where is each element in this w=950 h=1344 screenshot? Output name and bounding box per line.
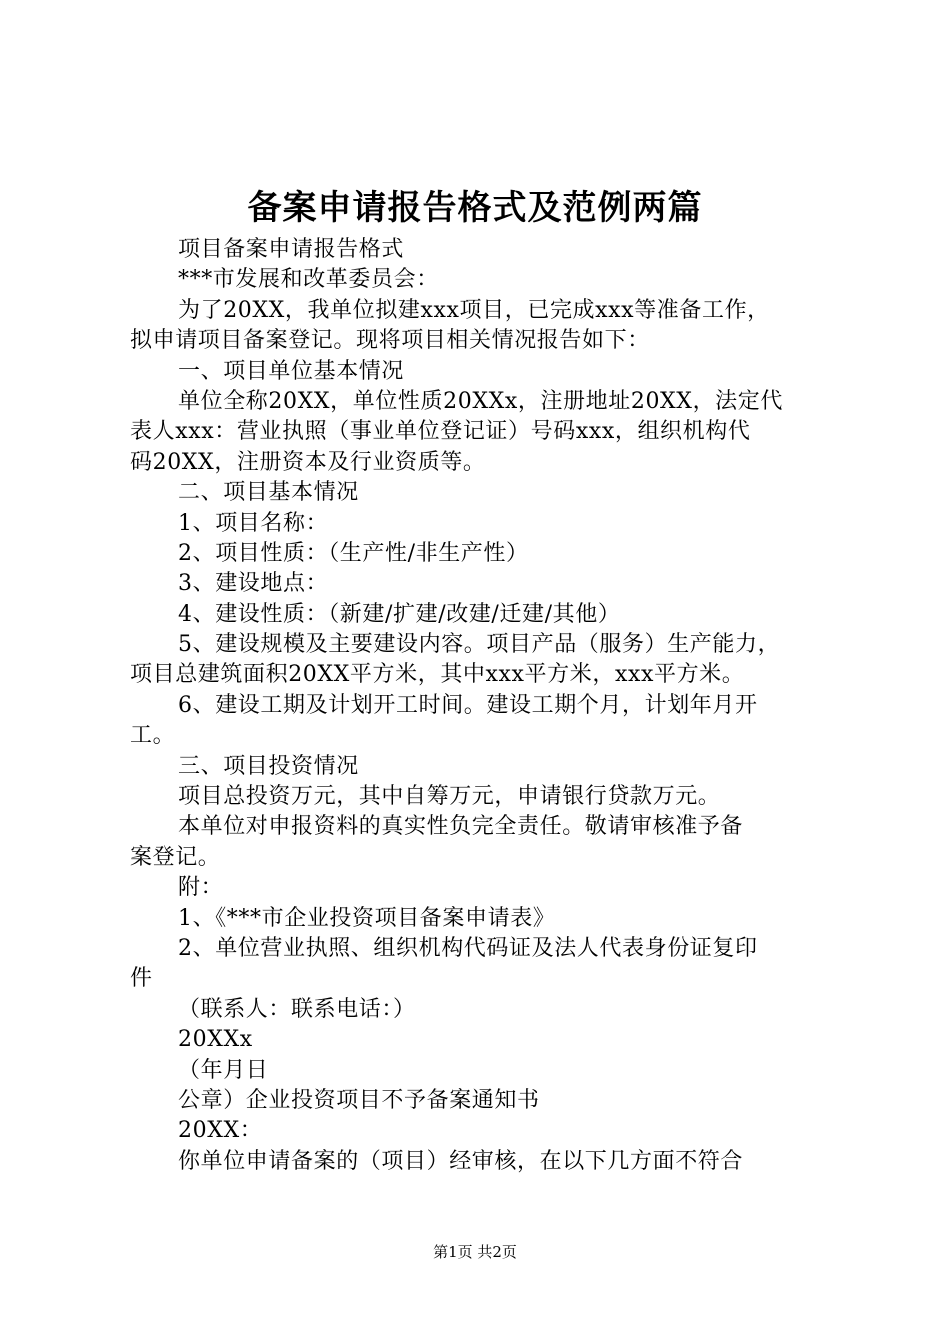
body-line: 3、建设地点： — [178, 571, 329, 597]
document-title: 备案申请报告格式及范例两篇 — [247, 188, 703, 228]
page-footer: 第1页 共2页 — [433, 1243, 517, 1261]
body-line: 5、建设规模及主要建设内容。项目产品（服务）生产能力， — [178, 632, 781, 658]
body-line: 一、项目单位基本情况 — [178, 358, 405, 384]
body-line: 你单位申请备案的（项目）经审核，在以下几方面不符合 — [178, 1148, 744, 1174]
body-line: 为了20XX，我单位拟建xxx项目，已完成xxx等准备工作， — [178, 297, 770, 323]
body-line: 本单位对申报资料的真实性负完全责任。敬请审核准予备 — [178, 814, 744, 840]
body-line: 公章）企业投资项目不予备案通知书 — [178, 1087, 540, 1113]
body-line: 项目备案申请报告格式 — [178, 237, 405, 262]
body-line: 1、项目名称： — [178, 510, 329, 536]
body-line: 件 — [130, 966, 153, 992]
body-line: （年月日 — [178, 1057, 269, 1083]
body-line: 工。 — [130, 723, 176, 749]
body-line: 项目总投资万元，其中自筹万元，申请银行贷款万元。 — [178, 784, 721, 810]
body-line: 三、项目投资情况 — [178, 753, 359, 779]
body-line: ***市发展和改革委员会： — [178, 267, 439, 293]
body-line: 2、单位营业执照、组织机构代码证及法人代表身份证复印 — [178, 935, 758, 961]
body-line: 4、建设性质：（新建/扩建/改建/迁建/其他） — [178, 601, 621, 627]
body-line: 20XX： — [178, 1118, 263, 1144]
body-line: 附： — [178, 875, 224, 901]
body-line: 20XXx — [178, 1027, 253, 1053]
body-line: 2、项目性质：（生产性/非生产性） — [178, 540, 529, 566]
body-line: 表人xxx：营业执照（事业单位登记证）号码xxx，组织机构代 — [130, 419, 751, 445]
body-line: 6、建设工期及计划开工时间。建设工期个月，计划年月开 — [178, 692, 758, 718]
body-line: 拟申请项目备案登记。现将项目相关情况报告如下： — [130, 328, 650, 354]
body-line: 二、项目基本情况 — [178, 480, 359, 506]
body-line: （联系人：联系电话：） — [178, 996, 416, 1022]
body-line: 1、《***市企业投资项目备案申请表》 — [178, 905, 556, 931]
body-line: 单位全称20XX，单位性质20XXx，注册地址20XX，法定代 — [178, 388, 783, 414]
body-line: 码20XX，注册资本及行业资质等。 — [130, 449, 486, 475]
body-line: 案登记。 — [130, 844, 221, 870]
document-body — [130, 235, 835, 1177]
body-line: 项目总建筑面积20XX平方米，其中xxx平方米，xxx平方米。 — [130, 662, 745, 688]
